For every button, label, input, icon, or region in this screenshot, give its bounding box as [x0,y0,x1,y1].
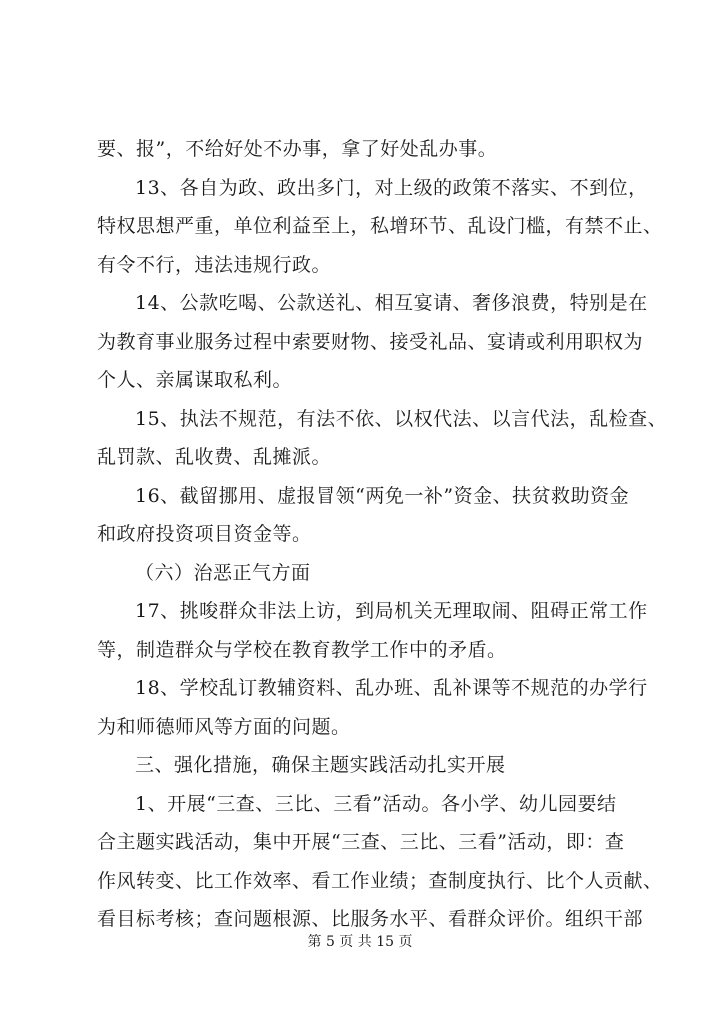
text-line: 合主题实践活动，集中开展“三查、三比、三看”活动，即：查 [97,831,625,853]
text-line: 特权思想严重，单位利益至上，私增环节、乱设门槛，有禁不止、 [97,215,663,237]
document-body [97,130,668,939]
text-line: 14、公款吃喝、公款送礼、相互宴请、奢侈浪费，特别是在 [135,292,648,314]
text-line: 作风转变、比工作效率、看工作业绩；查制度执行、比个人贡献、 [97,869,663,892]
text-line: 13、各自为政、政出多门，对上级的政策不落实、不到位， [135,176,648,199]
text-line: 16、截留挪用、虚报冒领“两免一补”资金、扶贫救助资金 [135,484,630,507]
text-line: 18、学校乱订教辅资料、乱办班、乱补课等不规范的办学行 [135,677,648,699]
text-line: 要、报”，不给好处不办事，拿了好处乱办事。 [97,138,498,160]
text-line: 有令不行，违法违规行政。 [97,253,332,276]
text-line: 和政府投资项目资金等。 [97,523,312,545]
section-heading: （六）治恶正气方面 [135,561,311,584]
text-line: 看目标考核；查问题根源、比服务水平、看群众评价。组织干部 [97,908,644,930]
text-line: 为和师德师风等方面的问题。 [97,715,351,738]
section-heading: 三、强化措施，确保主题实践活动扎实开展 [135,754,506,776]
text-line: 15、执法不规范，有法不依、以权代法、以言代法，乱检查、 [135,407,668,430]
text-line: 等，制造群众与学校在教育教学工作中的矛盾。 [97,638,507,661]
text-line: 乱罚款、乱收费、乱摊派。 [97,446,332,468]
text-line: 1、开展“三查、三比、三看”活动。各小学、幼儿园要结 [135,792,617,815]
text-line: 为教育事业服务过程中索要财物、接受礼品、宴请或利用职权为 [97,330,644,353]
page-footer: 第 5 页 共 15 页 [307,934,413,950]
text-line: 个人、亲属谋取私利。 [97,369,293,391]
text-line: 17、挑唆群众非法上访，到局机关无理取闹、阻碍正常工作 [135,600,648,622]
